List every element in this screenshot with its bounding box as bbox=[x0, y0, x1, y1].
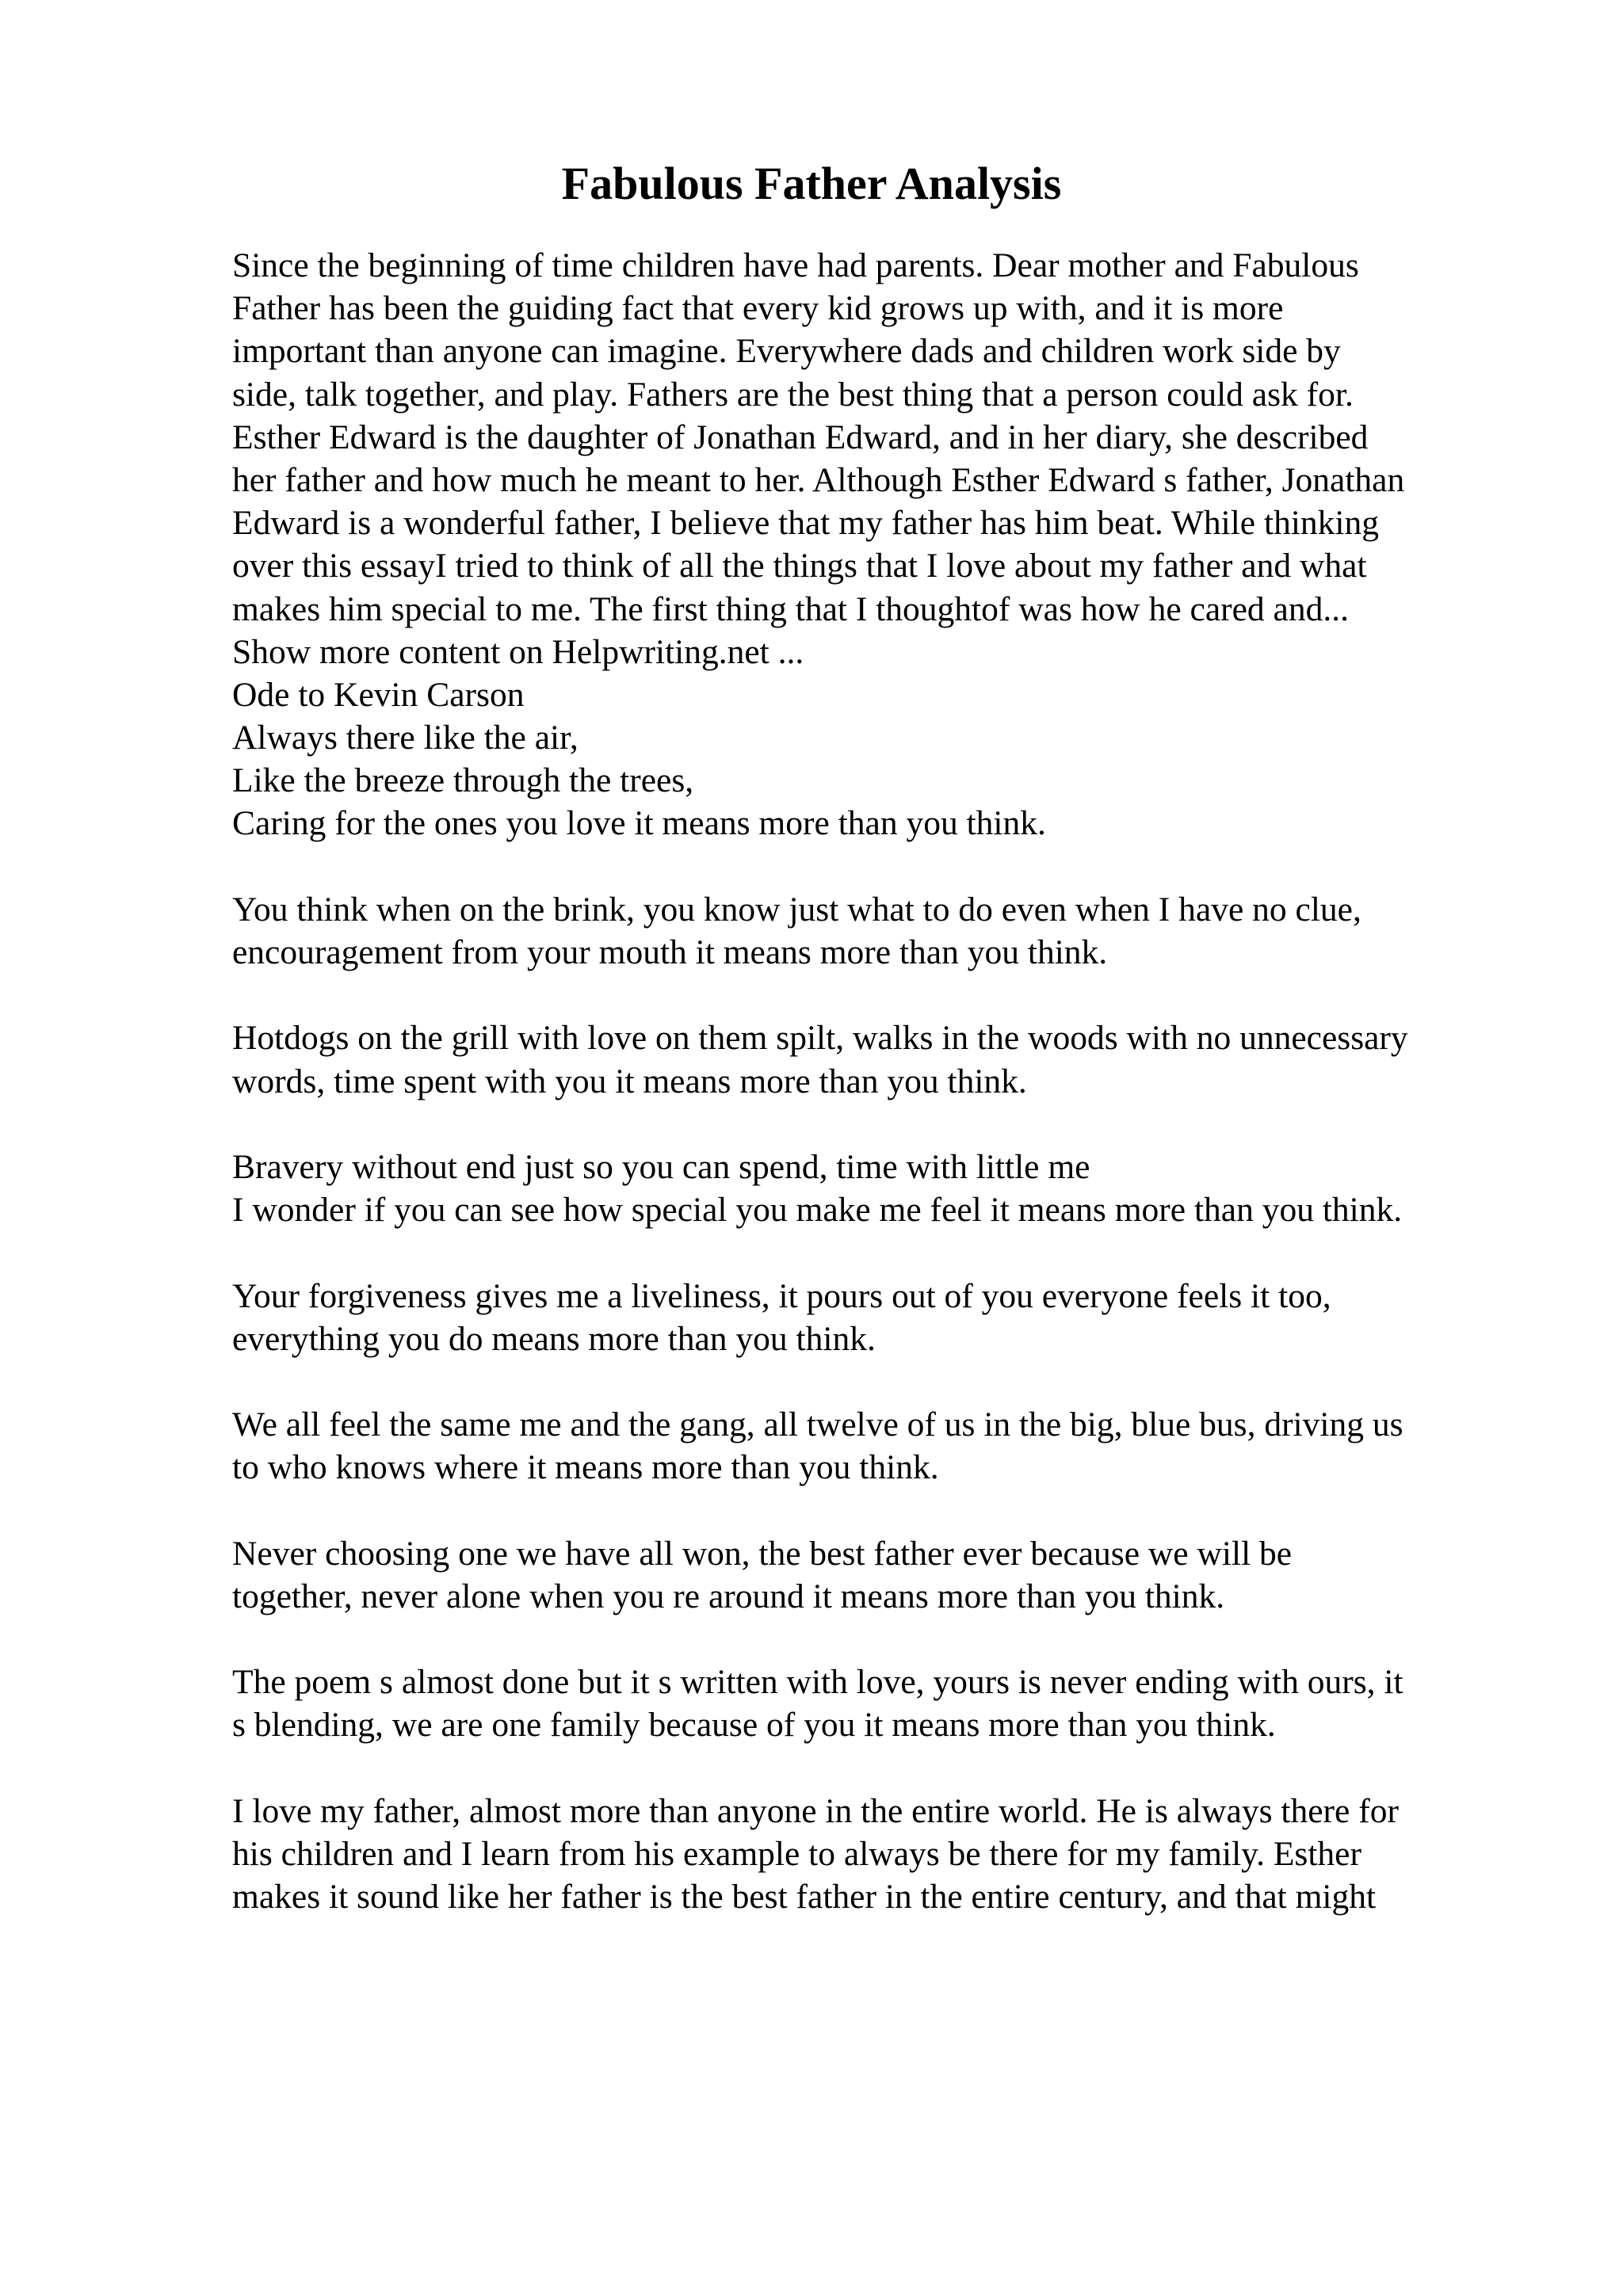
text-line: Esther Edward is the daughter of Jonathan Edward, and in her diary, she described bbox=[232, 418, 1369, 456]
text-line: everything you do means more than you think. bbox=[232, 1319, 876, 1358]
poem-stanza-6 bbox=[232, 1403, 1611, 1489]
text-line: important than anyone can imagine. Everywhere dads and children work side by bbox=[232, 332, 1341, 371]
text-line: I wonder if you can see how special you make me feel it means more than you think. bbox=[232, 1191, 1403, 1230]
poem-stanza-5 bbox=[232, 1275, 1611, 1360]
text-line: Caring for the ones you love it means more than you think. bbox=[232, 804, 1046, 843]
text-line: s blending, we are one family because of you it means more than you think. bbox=[232, 1706, 1276, 1745]
text-line: Never choosing one we have all won, the best father ever because we will be bbox=[232, 1534, 1293, 1573]
text-line: makes him special to me. The first thing that I thoughtof was how he cared and... bbox=[232, 589, 1349, 628]
text-line: We all feel the same me and the gang, all twelve of us in the big, blue bus, driving us bbox=[232, 1405, 1403, 1444]
text-line: The poem s almost done but it s written with love, yours is never ending with ours, it bbox=[232, 1663, 1403, 1702]
text-line: side, talk together, and play. Fathers are the best thing that a person could ask for. bbox=[232, 375, 1354, 414]
intro-paragraph bbox=[232, 244, 1611, 631]
text-line: I love my father, almost more than anyone in the entire world. He is always there for bbox=[232, 1791, 1399, 1830]
poem-stanza-1 bbox=[232, 716, 1611, 845]
text-line: to who knows where it means more than you think. bbox=[232, 1448, 939, 1487]
text-line: over this essayI tried to think of all the things that I love about my father and what bbox=[232, 547, 1367, 585]
text-line: words, time spent with you it means more than you think. bbox=[232, 1062, 1027, 1100]
show-more-link[interactable]: Show more content on Helpwriting.net ... bbox=[232, 632, 804, 671]
text-line: Always there like the air, bbox=[232, 719, 579, 757]
stanza-gap bbox=[232, 1618, 1611, 1661]
stanza-gap bbox=[232, 974, 1611, 1016]
text-line: together, never alone when you re around it means more than you think. bbox=[232, 1577, 1225, 1615]
text-line: Edward is a wonderful father, I believe that my father has him beat. While thinking bbox=[232, 504, 1379, 543]
text-line: You think when on the brink, you know just what to do even when I have no clue, bbox=[232, 890, 1361, 929]
text-line: Bravery without end just so you can spend, time with little me bbox=[232, 1147, 1090, 1186]
poem-stanza-2 bbox=[232, 888, 1611, 974]
text-line: Father has been the guiding fact that every kid grows up with, and it is more bbox=[232, 289, 1284, 328]
stanza-gap bbox=[232, 1360, 1611, 1403]
text-line: her father and how much he meant to her. Although Esther Edward s father, Jonathan bbox=[232, 460, 1405, 499]
stanza-gap bbox=[232, 1489, 1611, 1531]
poem-stanza-3 bbox=[232, 1016, 1611, 1102]
document-title: Fabulous Father Analysis bbox=[561, 158, 1062, 209]
stanza-gap bbox=[232, 1103, 1611, 1146]
closing-paragraph bbox=[232, 1790, 1611, 1919]
text-line: Your forgiveness gives me a liveliness, it pours out of you everyone feels it too, bbox=[232, 1276, 1331, 1315]
stanza-gap bbox=[232, 845, 1611, 888]
poem-stanza-4 bbox=[232, 1146, 1611, 1231]
text-line: makes it sound like her father is the best father in the entire century, and that might bbox=[232, 1878, 1377, 1917]
poem-stanza-8 bbox=[232, 1661, 1611, 1746]
text-line: encouragement from your mouth it means more than you think. bbox=[232, 933, 1108, 971]
text-line: his children and I learn from his example to always be there for my family. Esther bbox=[232, 1834, 1361, 1873]
document-body bbox=[232, 244, 1611, 1918]
poem-stanza-7 bbox=[232, 1532, 1611, 1618]
stanza-gap bbox=[232, 1747, 1611, 1790]
text-line: Since the beginning of time children have had parents. Dear mother and Fabulous bbox=[232, 246, 1359, 284]
poem-title: Ode to Kevin Carson bbox=[232, 675, 525, 714]
stanza-gap bbox=[232, 1231, 1611, 1274]
text-line: Like the breeze through the trees, bbox=[232, 761, 694, 800]
text-line: Hotdogs on the grill with love on them spilt, walks in the woods with no unnecessary bbox=[232, 1019, 1408, 1058]
